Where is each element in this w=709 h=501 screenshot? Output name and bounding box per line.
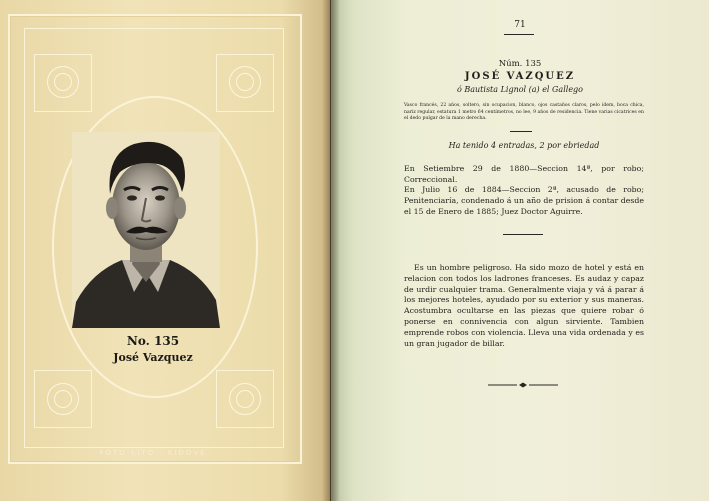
left-page xyxy=(0,0,330,501)
frame-print-text: FOTO-LITO · KIDOVE xyxy=(99,449,207,457)
entry-record: En Setiembre 29 de 1880—Seccion 14ª, por robo; Correccional. xyxy=(404,164,644,184)
end-ornament xyxy=(488,382,558,388)
rosette-ornament xyxy=(229,66,261,98)
book-gutter xyxy=(322,0,340,501)
photo-number-caption: No. 135 xyxy=(126,334,180,348)
character-notes: Es un hombre peligroso. Ha sido mozo de hotel y está en relacion con todos los ladrones franceses. Es audaz y capaz de urdir cualquier trama. Generalmente viaja y vá á parar á los mejores hoteles, ayudado por su exterior y sus maneras. Acostumbra ocultarse en las piezas que quiere robar ó ponerse en connivencia con algun sirviente. Tambien emprende robos con violencia. Lleva una vida ordenada y es un gran jugador de billar. xyxy=(404,263,644,348)
rosette-ornament xyxy=(47,383,79,415)
entries-summary: Ha tenido 4 entradas, 2 por ebriedad xyxy=(448,141,600,150)
mugshot-portrait xyxy=(72,132,220,328)
rosette-ornament xyxy=(229,383,261,415)
photo-name-caption: José Vazquez xyxy=(113,351,193,364)
divider-rule xyxy=(504,34,534,35)
record-name: JOSÉ VAZQUEZ xyxy=(464,71,576,82)
record-alias: ó Bautista Lignol (a) el Gallego xyxy=(457,85,583,94)
entry-record: En Julio 16 de 1884—Seccion 2ª, acusado de robo; Penitenciaría, condenado á un año de prision á contar desde el 15 de Enero de 1885; Juez Doctor Aguirre. xyxy=(404,185,644,216)
divider-rule xyxy=(510,131,532,132)
rosette-ornament xyxy=(47,66,79,98)
record-number: Núm. 135 xyxy=(498,59,542,69)
divider-rule xyxy=(503,234,543,235)
page-number: 71 xyxy=(514,20,526,30)
physical-description: Vasco francés, 22 años, soltero, sin ocupacion, blanco, ojos castaños claros, pelo ídem, boca chica, nariz regular, estatura 1 metro 64 centímetros, no lee, 9 años de residencia. Tiene varias cicatrices en el dedo pulgar de la mano derecha. xyxy=(404,103,644,122)
